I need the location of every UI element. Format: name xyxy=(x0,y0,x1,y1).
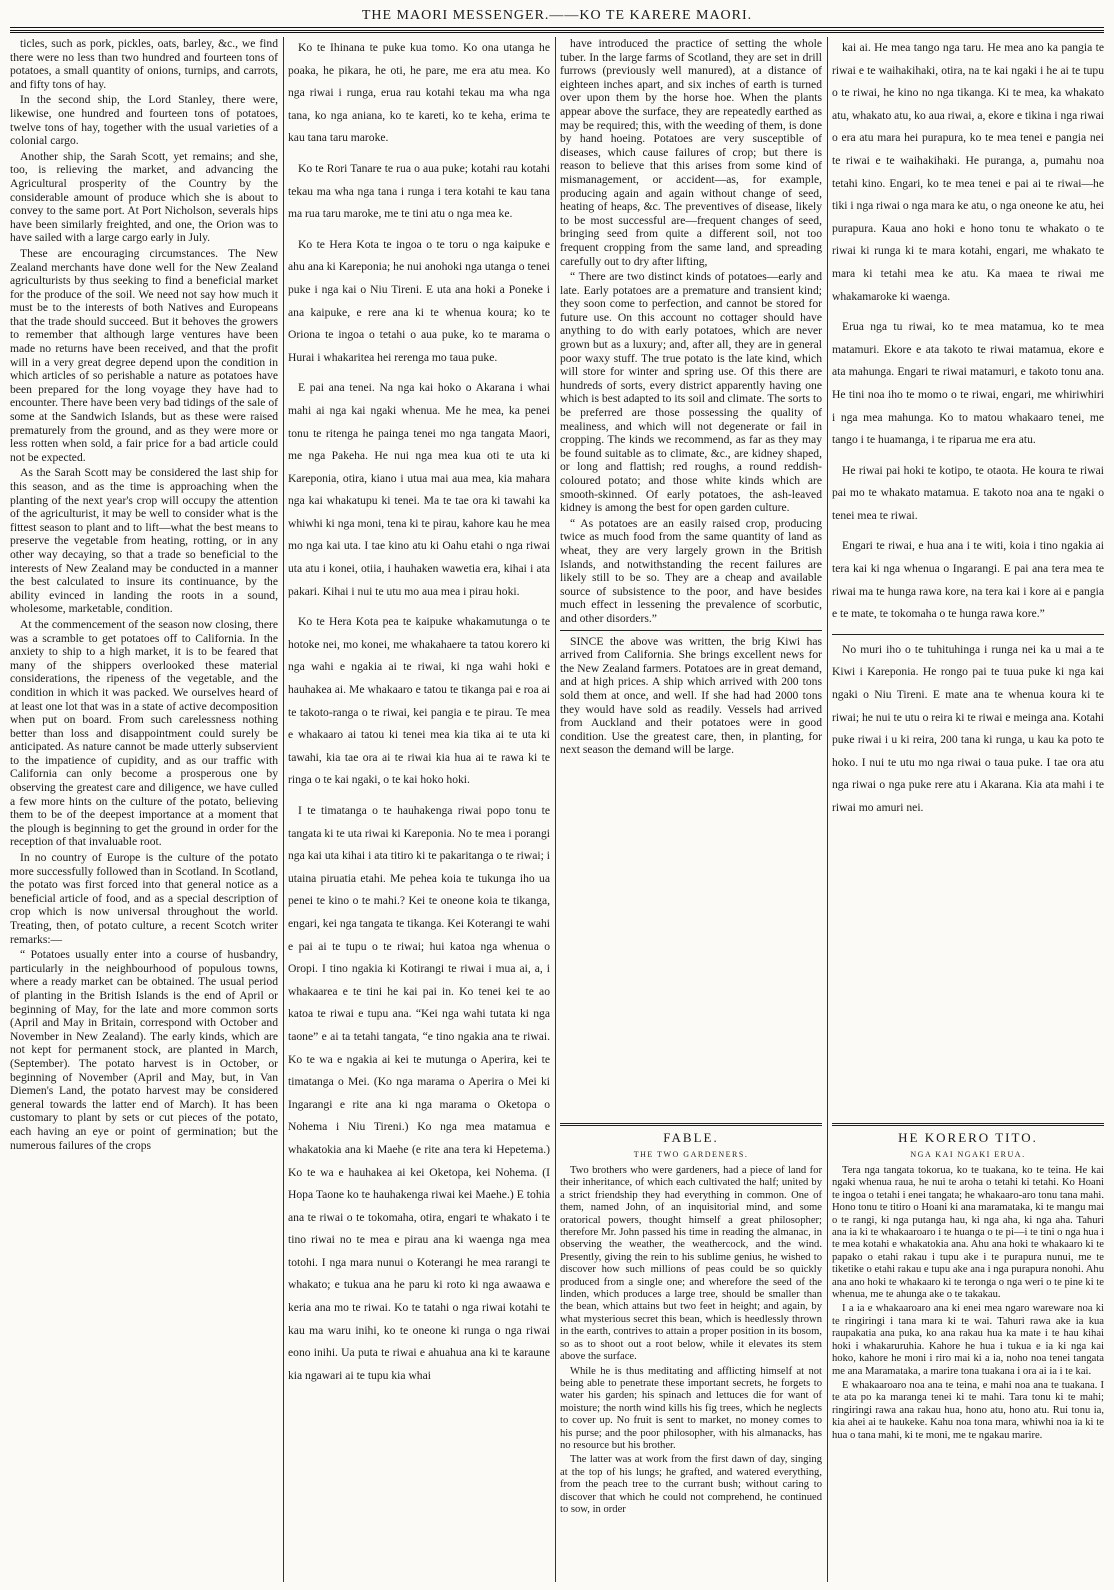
section-rule xyxy=(560,630,822,631)
fable-section xyxy=(560,1117,822,1582)
masthead-rule xyxy=(10,27,1104,33)
english-article-continued xyxy=(560,37,822,1111)
column-divider xyxy=(555,37,556,1582)
paragraph: While he is thus meditating and afflicting himself at not being able to penetrate these important secrets, he forgets to water his garden; his spinach and lettuces die for want of moisture; the north wind kills his fig trees, which he neglects to cover up. No fruit is sent to market, no money comes to his purse; and the poor philosopher, with his almanacks, has no resource but his brother. xyxy=(560,1365,822,1451)
columns-container xyxy=(10,37,1104,1582)
korero-subtitle: NGA KAI NGAKI ERUA. xyxy=(910,1150,1026,1159)
column-divider xyxy=(283,37,284,1582)
paragraph: The latter was at work from the first dawn of day, singing at the top of his lungs; he grafted, and watered everything, from the peach tree to the currant bush; without caring to discover that which he could not comprehend, he continued to sow, in order xyxy=(560,1454,822,1515)
paragraph: “ There are two distinct kinds of potatoes—early and late. Early potatoes are a premature and transient kind; they soon come to perfection, and cannot be stored for future use. On this account no cottager should have anything to do with early potatoes, which are never grown but as a luxury; and, after all, they are in general poor waxy stuff. The true potato is the late kind, which will store for winter and spring use. Of this there are hundreds of sorts, every district apparently having one which is best adapted to its soil and climate. The sorts to be preferred are those possessing the quality of mealiness, and which will not degenerate or fail in cropping. The kinds we recommend, as far as they may be found suitable as to climate, &c., are kidney shaped, or long and flattish; red roughs, a round reddish-coloured potato; and those white kinds which are smooth-skinned. Of early potatoes, the ash-leaved kidney is among the best for open garden culture. xyxy=(560,270,822,515)
column-english-1 xyxy=(10,37,278,1582)
maori-article-continued xyxy=(832,37,1104,1111)
paragraph: kai ai. He mea tango nga taru. He mea ano ka pangia te riwai e te waihakihaki, otira, na te kai ngaki i he ai te tupu o te riwai, he kino no nga tikanga. Ki te mea, ka whakato atu, whakato atu, ko aua riwai, a, ekore e tikina i nga riwai o era atu mara hei purapura, ko te mea tenei e pangia nei te riwai e te waihakihaki. He puranga, a, pumahu noa tetahi kino. Engari, ko te mea tenei e pai ai te riwai—he tiki i nga riwai o nga mara ke atu, o nga oneone ke atu, hei purapura. Kaua ano hoki e hono tonu te whakato o te riwai ki runga ki te mara kotahi, engari, me whakato te mara ki tetahi mea ke atu. Ka maea te riwai me whakamaroke ki waenga. xyxy=(832,41,1104,303)
paragraph: He riwai pai hoki te kotipo, te otaota. He koura te riwai pai mo te whakato matamua. E takoto noa ana te ngaki o tenei mea te riwai. xyxy=(832,463,1104,522)
paragraph: I te timatanga o te hauhakenga riwai popo tonu te tangata ki te uta riwai ki Kareponia. No te mea i porangi nga kai uta kihai i ata titiro ki te pakaritanga o te riwai; i utaina piruatia etahi. Me pehea koia te tukunga iho ua penei te kino o te mahi.? Kei te oneone koia te tikanga, engari, kei nga tangata te tikanga. Kei Koterangi te wahi e pai ai te tupu o te riwai; hui katoa nga whenua o Oropi. I tino ngakia ki Kotirangi te riwai i mua ai, a, i whakaarea e te tini he kai pai in. Ko tenei kei te ao katoa te riwai e tupu ana. “Kei nga wahi tutata ki nga taone” e ai ta tetahi tangata, “e tino ngakia ana te riwai. Ko te wa e ngakia ai kei te mutunga o Aperira, kei te timatanga o Mei. (Ko nga marama o Aperira o Mei ki Ingarangi e rite ana ki nga marama o Oketopa o Nohema i Niu Tireni.) Ko nga mea matamua e whakatokia ana ki Maehe (e rite ana tera ki Hepetema.) Ko te wa e hauhakea ai kei Oketopa, kei Nohema. (I Hopa Taone ko te hauhakenga riwai kei Maehe.) E tohia ana te riwai o te tokomaha, otira, engari te whakato i te tino riwai no te mea e pirau ana ki waenga nga mea totohi. I nga mara nunui o Koterangi he mea rarangi te whakato; e tukua ana he paru ki roto ki nga awaawa e keria ana mo te riwai. Ko te tatahi o nga riwai kotahi te kau ma waru inihi, ko te oneone ki runga o nga riwai eono inihi. Ua puta te riwai e ahuahua ana ki te karaune kia ngawari ai te tupu kia whai xyxy=(288,804,550,1382)
korero-title: HE KORERO TITO. xyxy=(898,1130,1038,1145)
paragraph: In no country of Europe is the culture of the potato more successfully followed than in Scotland. In Scotland, the potato was first forced into that general notice as a beneficial article of food, and as a special description of crop which is now universal throughout the world. Treating, then, of potato culture, a recent Scotch writer remarks:— xyxy=(10,851,278,946)
paragraph: Another ship, the Sarah Scott, yet remains; and she, too, is relieving the market, and advancing the Agricultural prosperity of the Country by the considerable amount of produce which she is about to convey to the same port. At Port Nicholson, severals hips have been similarly freighted, and one, the Orion was to have sailed with a large cargo early in July. xyxy=(10,149,278,245)
paragraph: Erua nga tu riwai, ko te mea matamua, ko te mea matamuri. Ekore e ata takoto te riwai matamua, ekore e ata mahunga. Engari te riwai matamuri, e takoto tonu ana. He tini noa iho te momo o te riwai, engari, me whiriwhiri i nga mea mahunga. Ko to matou whakaaro tenei, me tango i te huamanga, i te riparua me era atu. xyxy=(832,320,1104,447)
column-english-2 xyxy=(560,37,822,1582)
paragraph: “ Potatoes usually enter into a course of husbandry, particularly in the neighbourhood of populous towns, where a ready market can be obtained. The usual period of planting in the British Islands is the end of April or beginning of May, for the late and more common sorts (April and May in Britain, correspond with October and November in New Zealand). The early kinds, which are not kept for permanent stock, are planted in March, (September). The potato harvest is in October, or beginning of November (April and May, but, in Van Diemen's Land, the potato harvest may be considered general towards the latter end of March). It has been customary to plant by sets or cut pieces of the potato, each having an eye or point of germination; but the numerous failures of the crops xyxy=(10,948,278,1152)
column-maori-2 xyxy=(832,37,1104,1582)
masthead-title: THE MAORI MESSENGER.——KO TE KARERE MAORI. xyxy=(361,8,753,23)
paragraph: In the second ship, the Lord Stanley, there were, likewise, one hundred and fourteen tons of potatoes, twelve tons of hay, together with the usual varieties of a colonial cargo. xyxy=(10,93,278,148)
fable-title: FABLE. xyxy=(663,1130,719,1145)
paragraph: These are encouraging circumstances. The New Zealand merchants have done well for the New Zealand agriculturists by thus seeking to find a beneficial market for the produce of the soil. We need not say how much it must be to the interests of both Natives and Europeans that the trade should succeed. But it behoves the growers to remember that although large ventures have been made no returns have been received, and that the profit will in a very great degree depend upon the condition in which articles of so perishable a nature as potatoes have been prepared for the long voyage they have had to encounter. There have been very bad tidings of the sale of some at the Sandwich Islands, but as these were raised prematurely from the ground, and as they were more or less rotten when sold, a fair price for a bad article could not be expected. xyxy=(10,246,278,464)
paragraph: Engari te riwai, e hua ana i te witi, koia i tino ngakia ai tera kai ki nga whenua o Ingarangi. E pai ana tera mea te riwai ma te hunga rawa kore, na tera kai i kore ai e pangia e te mate, te tokomaha o te hunga rawa kore.” xyxy=(832,539,1104,621)
paragraph: As the Sarah Scott may be considered the last ship for this season, and as the time is approaching when the planting of the next year's crop will occupy the attention of the agriculturist, it may be well to consider what is the fittest season to plant and to lift—what the best means to preserve the vegetable from heating, rotting, or in any other way decaying, so that a trade so beneficial to the interests of New Zealand may be conducted in a manner the best calculated to insure its continuance, by the ability evinced in landing the roots in a sound, wholesome, marketable, condition. xyxy=(10,466,278,616)
paragraph: have introduced the practice of setting the whole tuber. In the large farms of Scotland, they are set in drill furrows (previously well manured), at a distance of eighteen inches apart, and six inches of earth is turned over upon them by the horse hoe. When the plants appear above the surface, they are repeatedly earthed as may be required; this, with the weeding of them, is done by hand hoeing. Potatoes are very susceptible of diseases, which cause failures of crop; but there is reason to believe that this arises from some kind of mismanagement, or accident—as, for example, producing again and again without change of seed, heating of heaps, &c. The preventives of disease, likely to be most successful are—frequent changes of seed, bringing seed from quite a different soil, not too frequent cropping from the same land, and spreading carefully out to dry after lifting, xyxy=(560,37,822,268)
paragraph: At the commencement of the season now closing, there was a scramble to get potatoes off to California. In the anxiety to ship to a high market, it is to be feared that many of the shippers overlooked these material considerations, the ripeness of the vegetable, and the condition in which it was packed. We ourselves heard of at least one lot that was in a state of active decomposition when put on board. From such carelessness nothing better than loss and disappointment could surely be anticipated. As nature cannot be made utterly subservient to the impatience of cupidity, and as our traffic with California can only become a prosperous one by observing the greatest care and diligence, we have culled a few more hints on the culture of the potato, believing them to be of the deepest importance at a moment that the plough is beginning to get the ground in order for the reception of that invaluable root. xyxy=(10,617,278,849)
paragraph: SINCE the above was written, the brig Kiwi has arrived from California. She brings excellent news for the New Zealand farmers. Potatoes are in great demand, and at high prices. A ship which arrived with 200 tons sold them at once, and well. If she had had 2000 tons they would have sold as readily. Vessels had arrived from Auckland and their potatoes were in good condition. Use the greatest care, then, in planting, for next season the demand will be large. xyxy=(560,634,822,757)
section-rule xyxy=(832,634,1104,635)
fable-subtitle: THE TWO GARDENERS. xyxy=(633,1150,749,1159)
paragraph: E pai ana tenei. Na nga kai hoko o Akarana i whai mahi ai nga kai ngaki whenua. Me he mea, ka penei tonu te ritenga he painga tenei mo nga tangata Maori, me nga Pakeha. He nui nga mea kua oti te uta ki Kareponia, otira, kiano i utua mai aua mea, kia mahara nga kai whakatupu ki tenei. Ma te tae ora ki tawahi ka whiwhi ki nga moni, tena ki te pirau, kahore kau he mea mo nga kai uta. I tae kino atu ki Oahu etahi o nga riwai uta atu i konei, otiia, i hauhaken wawetia era, kihai i ata pakari. Kihai i nui te utu mo aua mea i pirau hoki. xyxy=(288,381,550,598)
paragraph: Ko te Rori Tanare te rua o aua puke; kotahi rau kotahi tekau ma wha nga tana i runga i tera kotahi te kau tana ma rua taru maroke, me te tini atu o nga mea ke. xyxy=(288,161,550,221)
column-maori-1 xyxy=(288,37,550,1582)
korero-section xyxy=(832,1117,1104,1582)
paragraph: ticles, such as pork, pickles, oats, barley, &c., we find there were no less than two hundred and fourteen tons of potatoes, a small quantity of onions, turnips, and carrots, and fifty tons of hay. xyxy=(10,37,278,91)
paragraph: No muri iho o te tuhituhinga i runga nei ka u mai a te Kiwi i Kareponia. He rongo pai te tuua puke ki nga kai ngaki o Niu Tireni. E mate ana te whenua koura ki te riwai; he nui te utu o reira ki te riwai e meinga ana. Kotahi puke riwai i u ki reira, 200 tana ki runga, u kau ka poto te hoko. I nui te utu mo nga riwai o taua puke. I tae ora atu nga riwai o nga puke rere atu i Akarana. Kia ata mahi i te riwai mo amuri nei. xyxy=(832,642,1104,814)
paragraph: Two brothers who were gardeners, had a piece of land for their inheritance, of which each cultivated the half; united by a strict friendship they had everything in common. One of them, named John, of an inquisitorial mind, and some oratorical powers, thought himself a great philosopher; therefore Mr. John passed his time in reading the almanac, in observing the weather, the weathercock, and the wind. Presently, giving the rein to his sublime genius, he wished to discover how such millions of peas could be so quickly produced from a single one; and wherefore the seed of the linden, which produces a large tree, should be smaller than the bean, which attains but two feet in height; and again, by what mysterious secret this bean, which is heedlessly thrown in the earth, contrives to attain a proper position in its bosom, so as to shoot out a root below, while it elevates its stem above the surface. xyxy=(560,1165,822,1363)
section-rule xyxy=(560,1123,822,1126)
paragraph: Ko te Hera Kota te ingoa o te toru o nga kaipuke e ahu ana ki Kareponia; he nui anohoki nga utanga o tenei puke i nga kai o Niu Tireni. E uta ana hoki a Poneke i ana kaipuke, e rere ana ki te whenua koura; ko te Oriona te ingoa o tetahi o aua puke, ko te marama o Hurai i whakaritea hei rerenga mo taua puke. xyxy=(288,237,550,364)
section-rule xyxy=(832,1123,1104,1126)
paragraph: Ko te Ihinana te puke kua tomo. Ko ona utanga he poaka, he pikara, he oti, he pare, me era atu mea. Ko nga riwai i runga, erua rau kotahi tekau ma wha nga tana, ko nga aniana, ko te kareti, ko te keha, erima te kau tana taru maroke. xyxy=(288,41,550,145)
paragraph: Ko te Hera Kota pea te kaipuke whakamutunga o te hotoke nei, mo konei, me whakahaere ta tatou korero ki nga wahi e ngakia ai te riwai, ki nga wahi hoki e hauhakea ai. Me whakaaro e tatou te tikanga pai e roa ai te takoto-ranga o te riwai, kei pangia e te pirau. Te mea e whakaaro ai tatou ki tenei mea kia tika ai te uta ki tawahi, kia tae ora ai te riwai kia hua ai te rawa ki te ringa o te kai ngaki, o te kai hoko hoki. xyxy=(288,615,550,787)
paragraph: Tera nga tangata tokorua, ko te tuakana, ko te teina. He kai ngaki whenua raua, he nui te aroha o tetahi ki tetahi. Ko Hoani te ingoa o tetahi i enei tangata; he whakaaro-aro tonu tana mahi. Hono tonu te titiro o Hoani ki ana maramataka, ki te mangu mai o te rangi, ki nga putanga hau, ki nga aha, ki nga aha. Tahuri ana ia ki te whakaaroaro i te huanga o te pi—i te tini o nga hua i te mea kotahi e whakatokia ana. Ahu ana hoki te whakaaro ki te papako o etahi rakau i tupu ake i te purapura nunui, me te tiketike o etahi rakau e tupu ake ana i nga purapura nonohi. Ahu ana ano hoki te whakaaro ki te teronga o nga weri o te pine ki te whenua, me te ahunga ake o te takakau. xyxy=(832,1165,1104,1301)
paragraph: I a ia e whakaaroaro ana ki enei mea ngaro wareware noa ki te ringiringi i tana mara ki te wai. Tahuri rawa ake ia kua raupakatia ana puka, ko ana rakau hua ka mate i te hau kihai hoki i whakaruruhia. Kahore he hua i tukua e ia ki nga kai hoko, kahore he moni i riro mai ki a ia, noho noa tenei tangata me ana Maramataka, a marire tona tuakana i ora ai ia i te kai. xyxy=(832,1303,1104,1377)
paragraph: “ As potatoes are an easily raised crop, producing twice as much food from the same quantity of land as wheat, they are very largely grown in the British Islands, and notwithstanding the recent failures are likely still to be so. They are a cheap and available source of subsistence to the poor, and have besides much effect in lessening the prevalence of scorbutic, and other disorders.” xyxy=(560,516,822,625)
column-divider xyxy=(827,37,828,1582)
paragraph: E whakaaroaro noa ana te teina, e mahi noa ana te tuakana. I te ata po ka maranga tenei ki te mahi. Tara tonu ki te mahi; ringiringi rawa ana rakau hua, hono atu, hono atu. Rui tonu ia, kia ahei ai te haukeke. Kahu noa tona mara, whiwhi noa ia ki te hua o tana mahi, ki te moni, me te ngakau marire. xyxy=(832,1379,1104,1441)
